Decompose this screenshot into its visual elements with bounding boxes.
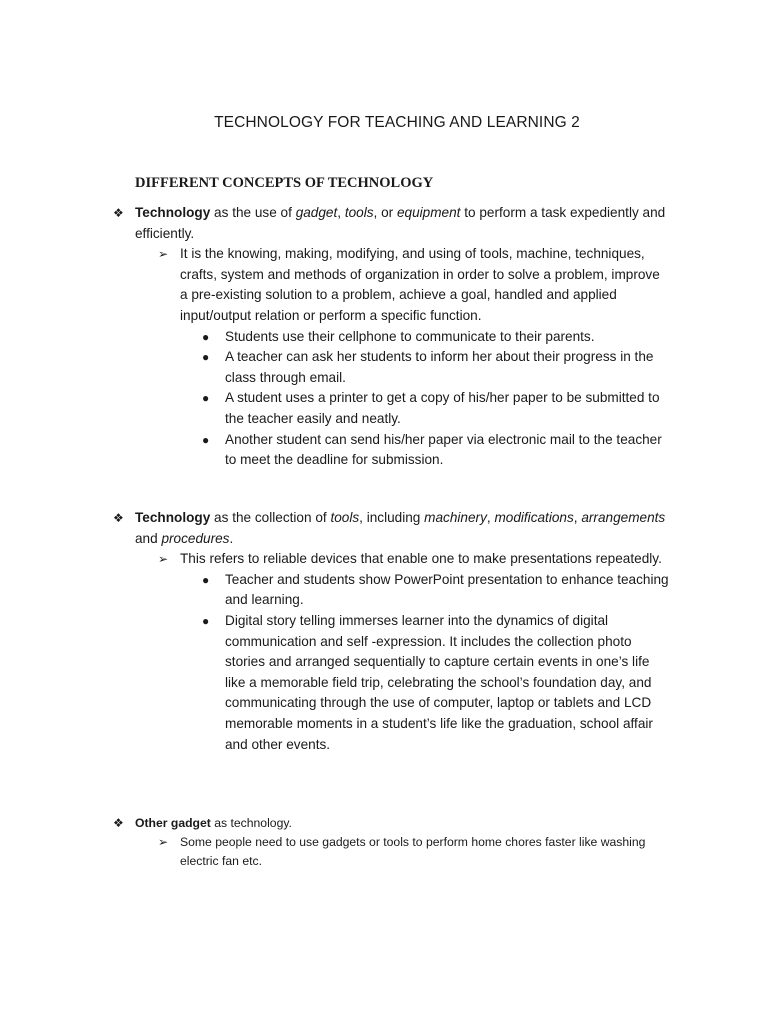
concept-1-subpoint: ➢ It is the knowing, making, modifying, and using of tools, machine, techniques, crafts, system and methods of organization in order to solve a problem, improve a pre-existing solution to a problem, achieve a goal, handled and applied input/output relation or perform a specific function. — [158, 246, 660, 323]
list-item: ● Teacher and students show PowerPoint presentation to enhance teaching and learning. — [202, 571, 669, 608]
round-bullet-icon: ● — [202, 329, 210, 344]
concept-3-definition: ❖ Other gadget as technology. — [135, 814, 695, 833]
concept-2 — [113, 508, 695, 755]
round-bullet-icon: ● — [202, 572, 210, 587]
list-item: ● Another student can send his/her paper via electronic mail to the teacher to meet the deadline for submission. — [202, 431, 662, 468]
arrow-bullet-icon: ➢ — [158, 835, 169, 849]
section-heading: DIFFERENT CONCEPTS OF TECHNOLOGY — [135, 175, 434, 191]
arrow-bullet-icon: ➢ — [158, 247, 169, 262]
round-bullet-icon: ● — [202, 350, 210, 365]
concept-1-definition: ❖ Technology as the use of gadget, tools, or equipment to perform a task expediently and efficiently. — [113, 205, 666, 241]
diamond-bullet-icon: ❖ — [113, 816, 124, 830]
concept-1-term: Technology — [135, 205, 211, 220]
concept-3-subpoint: ➢ Some people need to use gadgets or tools to perform home chores faster like washing electric fan etc. — [158, 835, 646, 868]
concept-2-term: Technology — [135, 510, 211, 525]
arrow-bullet-icon: ➢ — [158, 552, 169, 567]
diamond-bullet-icon: ❖ — [113, 206, 124, 220]
concept-1 — [113, 203, 695, 471]
round-bullet-icon: ● — [202, 613, 210, 628]
document-title: TECHNOLOGY FOR TEACHING AND LEARNING 2 — [214, 114, 580, 131]
concept-2-definition: ❖ Technology as the collection of tools, including machinery, modifications, arrangements and procedures. — [113, 510, 666, 546]
round-bullet-icon: ● — [202, 432, 210, 447]
round-bullet-icon: ● — [202, 391, 210, 406]
diamond-bullet-icon: ❖ — [113, 511, 124, 525]
list-item: ● Digital story telling immerses learner into the dynamics of digital communication and self -expression. It includes the collection photo stories and arranged sequentially to capture certain events in one’s life like a memorable field trip, celebrating the school’s foundation day, and communicating through the use of computer, laptop or tablets and LCD memorable moments in a student’s life like the graduation, school affair and other events. — [202, 612, 653, 752]
list-item: ● A student uses a printer to get a copy of his/her paper to be submitted to the teacher easily and neatly. — [202, 390, 660, 426]
concept-2-subpoint: ➢ This refers to reliable devices that enable one to make presentations repeatedly. — [180, 549, 695, 570]
concept-3-term: Other gadget — [135, 816, 211, 830]
concept-3 — [113, 814, 695, 871]
list-item: ● Students use their cellphone to communicate to their parents. — [225, 327, 695, 348]
list-item: ● A teacher can ask her students to inform her about their progress in the class through email. — [202, 349, 654, 385]
